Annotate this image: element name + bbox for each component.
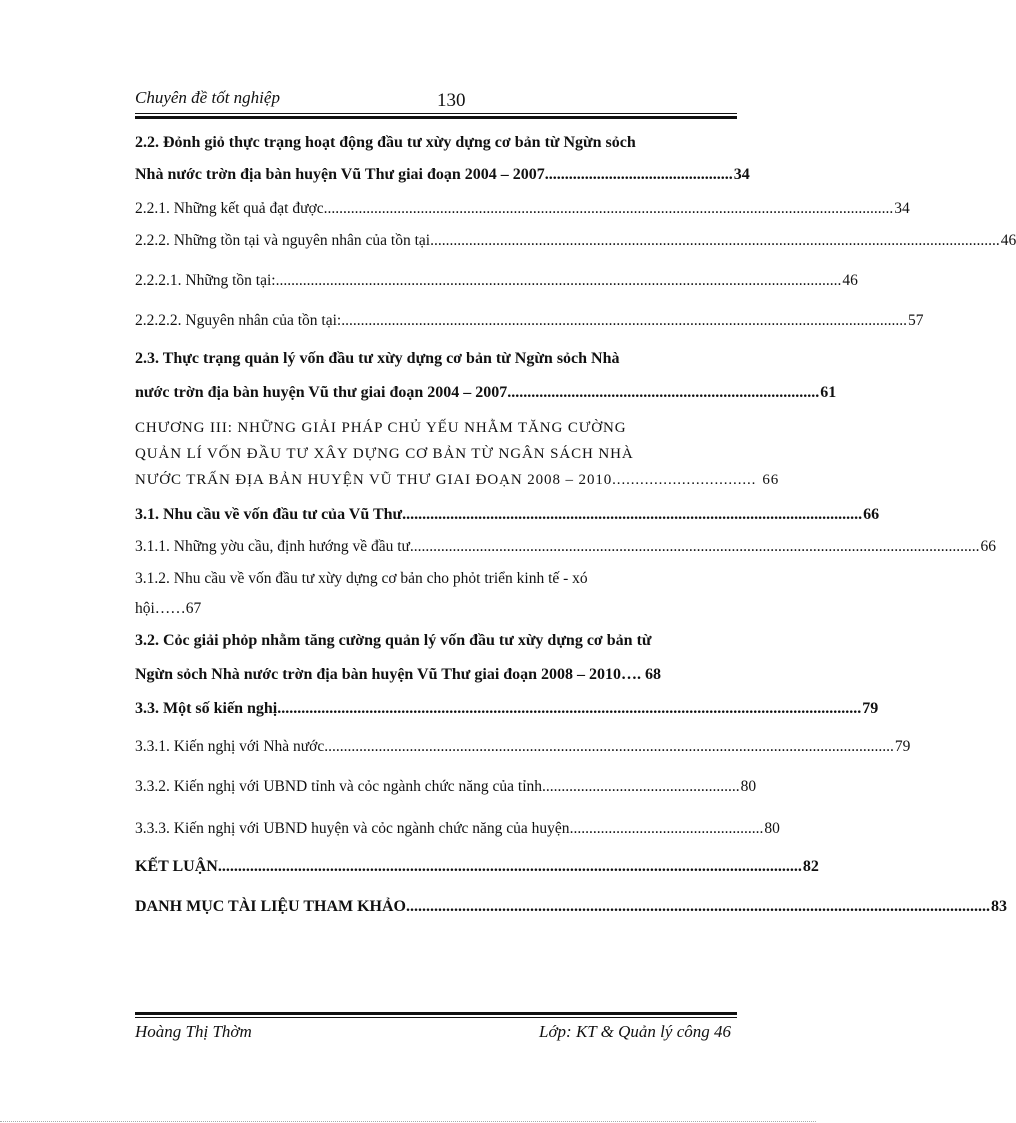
toc-entry-3-3: 3.3. Một số kiến nghị .................................................................................................................................................. 79 — [135, 700, 879, 717]
header-rule-thick — [135, 116, 737, 119]
header-rule — [135, 113, 737, 114]
toc-entry-chapter-3: CHƯƠNG III: NHỮNG GIẢI PHÁP CHỦ YẾU NHẰM TĂNG CƯỜNG — [135, 420, 627, 436]
footer-rule-thick — [135, 1012, 737, 1015]
toc-entry-chapter-3-line-2: QUẢN LÍ VỐN ĐẦU TƯ XÂY DỰNG CƠ BẢN TỪ NGÂN SÁCH NHÀ — [135, 446, 634, 462]
toc-entry-conclusion: KẾT LUẬN .................................................................................................................................................. 82 — [135, 858, 819, 875]
footer-author: Hoàng Thị Thờm — [135, 1022, 252, 1041]
footer-rule — [135, 1017, 737, 1018]
toc-entry-2-2: 2.2. Đỏnh giỏ thực trạng hoạt động đầu tư xừy dựng cơ bản từ Ngừn sỏch — [135, 134, 636, 151]
toc-entry-2-2-1: 2.2.1. Những kết quả đạt được. .................................................................................................................................................. 34 — [135, 200, 910, 217]
header-title: Chuyên đề tốt nghiệp — [135, 88, 280, 107]
toc-entry-references: DANH MỤC TÀI LIỆU THAM KHẢO .................................................................................................................................................. 83 — [135, 898, 1007, 915]
toc-entry-3-3-1: 3.3.1. Kiến nghị với Nhà nước. .................................................................................................................................................. 79 — [135, 738, 911, 755]
toc-entry-3-2: 3.2. Cỏc giải phỏp nhằm tăng cường quản lý vốn đầu tư xừy dựng cơ bản từ — [135, 632, 652, 649]
toc-entry-2-3-cont: nước trờn địa bàn huyện Vũ thư giai đoạn 2004 – 2007 .............................................................................. 61 — [135, 384, 837, 401]
footer-class: Lớp: KT & Quản lý công 46 — [539, 1022, 731, 1041]
toc-entry-2-2-2: 2.2.2. Những tồn tại và nguyên nhân của tồn tại. .................................................................................................................................................. 46 — [135, 232, 1016, 249]
toc-entry-3-2-cont: Ngừn sỏch Nhà nước trờn địa bàn huyện Vũ Thư giai đoạn 2008 – 2010…. 68 — [135, 666, 662, 683]
header-page-number: 130 — [437, 90, 466, 111]
page-footer — [135, 1012, 737, 1052]
page-header — [135, 86, 737, 122]
toc-entry-3-1-2-cont: hội……67 — [135, 600, 202, 617]
page-bottom-border — [0, 1121, 816, 1122]
toc-entry-2-2-cont: Nhà nước trờn địa bàn huyện Vũ Thư giai đoạn 2004 – 2007. .............................................. 34 — [135, 166, 750, 183]
toc-entry-3-3-2: 3.3.2. Kiến nghị với UBND tỉnh và cỏc ngành chức năng của tỉnh. .................................................. 80 — [135, 778, 757, 795]
toc-entry-2-2-2-2: 2.2.2.2. Nguyên nhân của tồn tại: .................................................................................................................................................. 57 — [135, 312, 924, 329]
toc-entry-3-1: 3.1. Nhu cầu về vốn đầu tư của Vũ Thư. .................................................................................................................. 66 — [135, 506, 880, 523]
toc-entry-3-1-1: 3.1.1. Những yờu cầu, định hướng về đầu tư. .................................................................................................................................................. 66 — [135, 538, 997, 555]
toc-entry-2-3: 2.3. Thực trạng quản lý vốn đầu tư xừy dựng cơ bản từ Ngừn sỏch Nhà — [135, 350, 620, 367]
toc-entry-3-3-3: 3.3.3. Kiến nghị với UBND huyện và cỏc ngành chức năng của huyện .................................................. 80 — [135, 820, 780, 837]
toc-entry-chapter-3-line-3: NƯỚC TRẤN ĐỊA BẢN HUYỆN VŨ THƯ GIAI ĐOẠN 2008 – 2010 ............................... 66 — [135, 472, 780, 488]
toc-entry-3-1-2: 3.1.2. Nhu cầu về vốn đầu tư xừy dựng cơ bản cho phỏt triển kinh tế - xó — [135, 570, 588, 587]
toc-entry-2-2-2-1: 2.2.2.1. Những tồn tại: .................................................................................................................................................. 46 — [135, 272, 858, 289]
